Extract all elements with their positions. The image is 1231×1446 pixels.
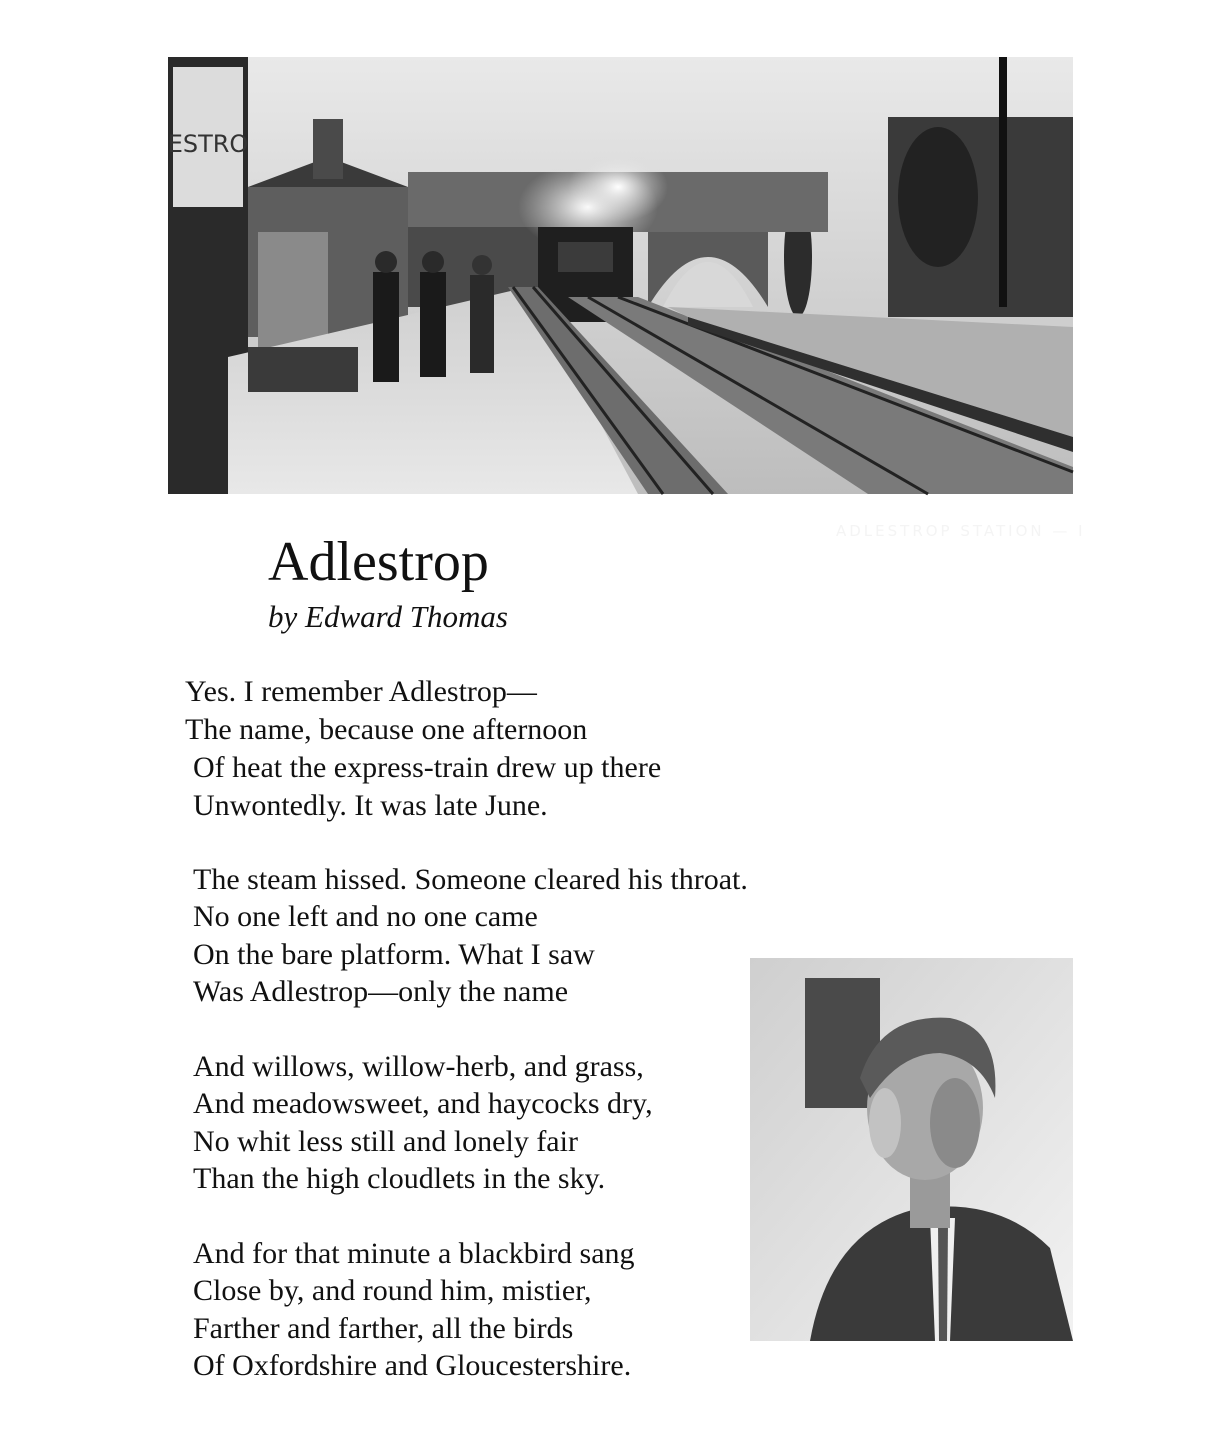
station-illustration bbox=[168, 57, 1073, 494]
poem-line: The name, because one afternoon bbox=[185, 713, 588, 746]
poem-line: No whit less still and lonely fair bbox=[193, 1125, 578, 1158]
poem-line: Unwontedly. It was late June. bbox=[193, 789, 548, 822]
poem-line: And willows, willow-herb, and grass, bbox=[193, 1050, 644, 1083]
poem-line: Was Adlestrop—only the name bbox=[193, 975, 569, 1008]
poem-line: No one left and no one came bbox=[193, 900, 538, 933]
portrait-photo bbox=[750, 958, 1073, 1341]
poem-byline: by Edward Thomas bbox=[268, 599, 508, 634]
poem-line: And meadowsweet, and haycocks dry, bbox=[193, 1087, 653, 1120]
poem-line: Than the high cloudlets in the sky. bbox=[193, 1162, 606, 1195]
poem-line: Close by, and round him, mistier, bbox=[193, 1274, 592, 1307]
poem-title: Adlestrop bbox=[268, 531, 489, 593]
photo-caption: ADLESTROP STATION — I bbox=[836, 522, 1086, 540]
poem-line: And for that minute a blackbird sang bbox=[193, 1237, 635, 1270]
portrait-illustration bbox=[750, 958, 1073, 1341]
poem-line: Of Oxfordshire and Gloucestershire. bbox=[193, 1349, 632, 1382]
station-sign-text: ESTRO bbox=[167, 130, 249, 158]
poem-line: Farther and farther, all the birds bbox=[193, 1312, 574, 1345]
station-photo bbox=[167, 57, 1086, 540]
poem-line: The steam hissed. Someone cleared his throat. bbox=[193, 863, 748, 896]
poem-line: On the bare platform. What I saw bbox=[193, 938, 595, 971]
poem-line: Yes. I remember Adlestrop— bbox=[185, 675, 537, 708]
poem-line: Of heat the express-train drew up there bbox=[193, 751, 662, 784]
